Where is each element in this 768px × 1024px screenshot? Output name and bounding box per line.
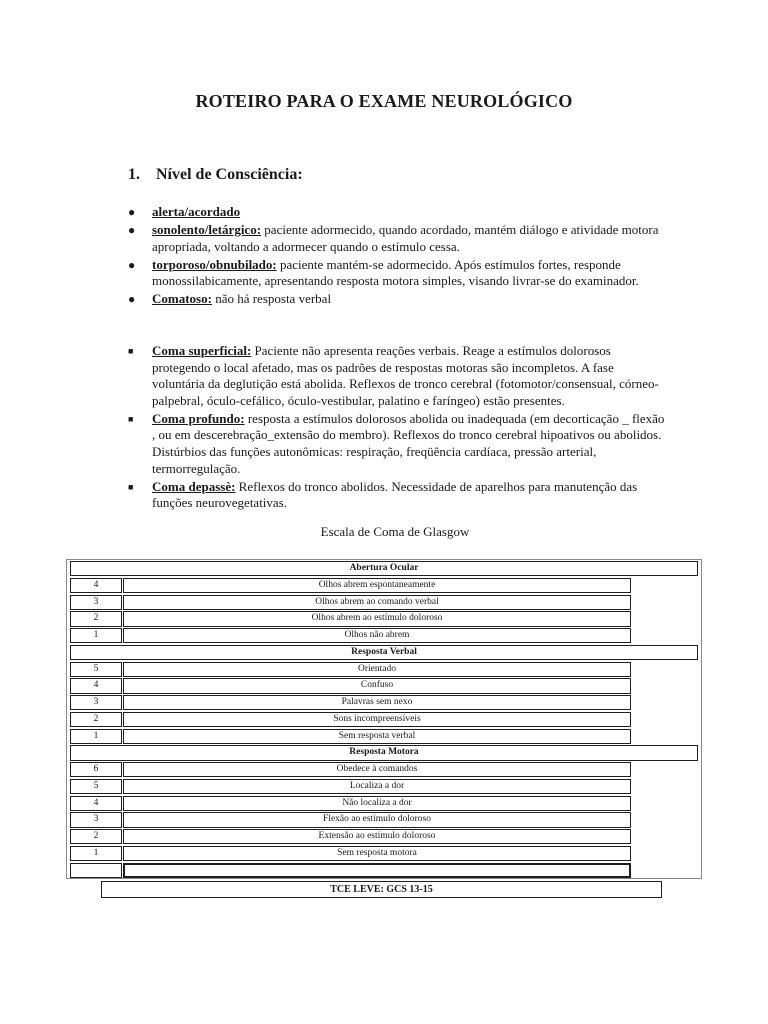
glasgow-score-cell: 3 (70, 812, 122, 827)
square-bullet-icon: ■ (128, 413, 134, 424)
bullet-icon: ● (128, 205, 136, 219)
glasgow-group-header: Resposta Verbal (70, 645, 698, 660)
list-item-text: Reflexos do tronco abolidos. Necessidade de aparelhos para manutenção das funções neurovegetativas. (152, 478, 638, 511)
list-item (128, 257, 668, 290)
list-item-text: paciente adormecido, quando acordado, mantém diálogo e atividade motora apropriada, voltando a adormecer quando o estímulo cessa. (152, 222, 659, 254)
glasgow-score-cell: 3 (70, 595, 122, 610)
glasgow-empty-cell (70, 863, 122, 878)
glasgow-description-cell: Olhos abrem ao estímulo doloroso (123, 611, 631, 626)
section-heading (128, 166, 303, 184)
glasgow-description-cell: Sem resposta verbal (123, 729, 631, 744)
glasgow-description-cell: Orientado (123, 662, 631, 677)
consciousness-levels-list (128, 204, 668, 310)
list-item-term: alerta/acordado (152, 204, 241, 219)
glasgow-footer-row: TCE LEVE: GCS 13-15 (101, 881, 662, 898)
square-bullet-icon: ■ (128, 346, 134, 356)
list-item (128, 479, 668, 512)
square-bullet-icon: ■ (128, 481, 134, 492)
list-item (128, 343, 668, 409)
glasgow-description-cell: Olhos abrem espontaneamente (123, 578, 631, 593)
glasgow-score-cell: 5 (70, 779, 122, 794)
glasgow-group-header: Resposta Motora (70, 745, 698, 760)
glasgow-score-cell: 1 (70, 846, 122, 861)
glasgow-description-cell: Flexão ao estímulo doloroso (123, 812, 631, 827)
bullet-icon: ● (128, 257, 136, 272)
glasgow-caption: Escala de Coma de Glasgow (320, 524, 470, 539)
list-item-term: Coma profundo: (152, 410, 245, 426)
coma-types-list (128, 343, 668, 513)
glasgow-score-cell: 2 (70, 829, 122, 844)
glasgow-score-cell: 4 (70, 796, 122, 811)
glasgow-description-cell: Obedece à comandos (123, 762, 631, 777)
glasgow-score-cell: 1 (70, 729, 122, 744)
glasgow-empty-cell (123, 863, 631, 878)
glasgow-score-cell: 4 (70, 578, 122, 593)
glasgow-score-cell: 3 (70, 695, 122, 710)
glasgow-description-cell: Extensão ao estímulo doloroso (123, 829, 631, 844)
list-item-term: Comatoso: (152, 291, 212, 307)
bullet-icon: ● (128, 292, 136, 307)
list-item (128, 291, 668, 308)
glasgow-description-cell: Localiza a dor (123, 779, 631, 794)
glasgow-description-cell: Sem resposta motora (123, 846, 631, 861)
glasgow-description-cell: Não localiza a dor (123, 796, 631, 811)
list-item (128, 411, 668, 477)
glasgow-score-cell: 5 (70, 662, 122, 677)
glasgow-description-cell: Olhos não abrem (123, 628, 631, 643)
glasgow-description-cell: Olhos abrem ao comando verbal (123, 595, 631, 610)
section-title: Nível de Consciência: (156, 166, 303, 183)
bullet-icon: ● (128, 223, 136, 238)
glasgow-score-cell: 4 (70, 678, 122, 693)
list-item-text: resposta a estímulos dolorosos abolida ou inadequada (em decorticação _ flexão , ou em descerebração_extensão do membro). Reflexos do tronco cerebral hipoativos ou abolidos. Distúrbios das funções autonômicas: respiração, freqüência cardíaca, pressão arterial, termorregulação. (152, 410, 665, 476)
list-item-text: paciente mantém-se adormecido. Após estímulos fortes, responde monossilabicamente, apresentando resposta motora simples, visando livrar-se do examinador. (152, 256, 639, 289)
list-item-text: Paciente não apresenta reações verbais. Reage a estímulos dolorosos protegendo o local afetado, mas os padrões de respostas motoras são incompletos. A fase voluntária da deglutição está abolida. Reflexos de tronco cerebral (fotomotor/consensual, córneo-palpebral, óculo-cefálico, óculo-vestibular, palatino e faríngeo) estão presentes. (152, 343, 659, 408)
glasgow-score-cell: 6 (70, 762, 122, 777)
list-item-term: torporoso/obnubilado: (152, 256, 277, 272)
glasgow-score-cell: 2 (70, 712, 122, 727)
glasgow-score-cell: 1 (70, 628, 122, 643)
list-item (128, 222, 668, 255)
list-item-term: sonolento/letárgico: (152, 222, 262, 238)
glasgow-description-cell: Sons incompreensíveis (123, 712, 631, 727)
section-number: 1. (128, 166, 140, 183)
glasgow-score-cell: 2 (70, 611, 122, 626)
glasgow-group-header: Abertura Ocular (70, 561, 698, 576)
list-item-term: Coma superficial: (152, 343, 252, 358)
glasgow-description-cell: Palavras sem nexo (123, 695, 631, 710)
list-item-term: Coma depassè: (152, 478, 236, 494)
glasgow-description-cell: Confuso (123, 678, 631, 693)
list-item-text: não há resposta verbal (215, 291, 332, 307)
document-title: ROTEIRO PARA O EXAME NEUROLÓGICO (195, 91, 573, 111)
list-item (128, 204, 668, 221)
